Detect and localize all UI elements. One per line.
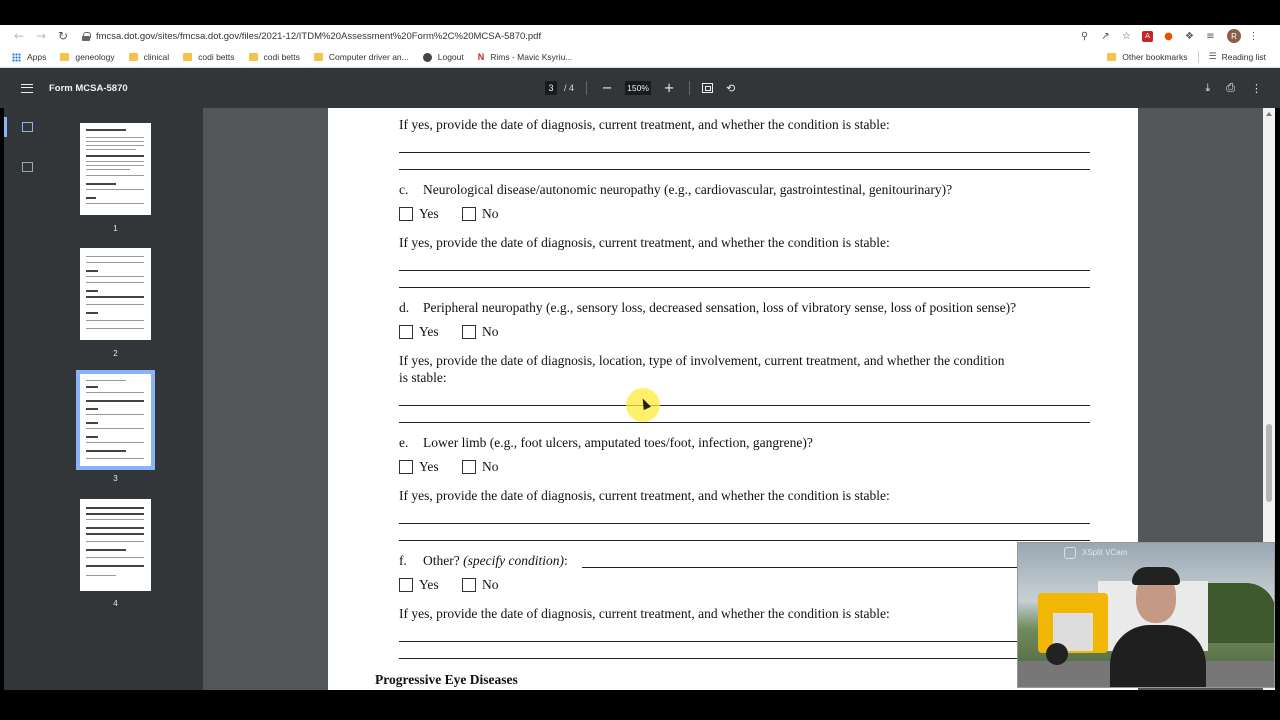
- pdf-toolbar: [0, 68, 1280, 108]
- reading-list-icon: ☰: [1208, 52, 1217, 62]
- thumbnail-page-number: 3: [113, 474, 118, 483]
- bookmark-geneology[interactable]: geneology: [60, 52, 114, 62]
- section-heading: Progressive Eye Diseases: [375, 672, 518, 687]
- netflix-n-icon: N: [477, 52, 485, 62]
- thumbnail-view-icon[interactable]: [22, 122, 33, 132]
- question-e: e. Lower limb (e.g., foot ulcers, amputated toes/foot, infection, gangrene)?: [399, 435, 813, 450]
- question-d-followup-line1: If yes, provide the date of diagnosis, location, type of involvement, current treatment, and whether the condition: [399, 353, 1005, 368]
- extension-badge-icon[interactable]: ●: [1164, 30, 1173, 42]
- question-e-followup: If yes, provide the date of diagnosis, current treatment, and whether the condition is stable:: [399, 488, 890, 503]
- presenter: [1110, 625, 1206, 688]
- question-d-yes-checkbox[interactable]: Yes: [399, 324, 439, 340]
- folder-icon: [129, 53, 138, 61]
- url-bar[interactable]: [82, 26, 1076, 46]
- zoom-level-input[interactable]: 150%: [625, 81, 651, 95]
- folder-icon: [314, 53, 323, 61]
- vcam-logo-icon: [1064, 547, 1076, 559]
- folder-icon: [249, 53, 258, 61]
- page-thumbnail-2[interactable]: [80, 248, 151, 340]
- toolbar-separator: [689, 81, 690, 95]
- page-total: / 4: [564, 83, 575, 93]
- question-f-followup: If yes, provide the date of diagnosis, current treatment, and whether the condition is stable:: [399, 606, 890, 621]
- bookmark-separator: [1198, 51, 1199, 63]
- page-thumbnail-3[interactable]: [80, 374, 151, 466]
- active-view-indicator: [4, 117, 7, 137]
- reload-icon[interactable]: ↻: [57, 29, 69, 43]
- bookmarks-bar: [0, 47, 1280, 68]
- bookmark-other[interactable]: Other bookmarks: [1107, 52, 1187, 62]
- question-e-no-checkbox[interactable]: No: [462, 459, 499, 475]
- thumbnail-page-number: 2: [113, 349, 118, 358]
- question-f-no-checkbox[interactable]: No: [462, 577, 499, 593]
- url-text: fmcsa.dot.gov/sites/fmcsa.dot.gov/files/2021-12/ITDM%20Assessment%20Form%2C%20MCSA-5870.pdf: [96, 30, 542, 42]
- zoom-in-icon[interactable]: +: [663, 80, 675, 96]
- question-d-followup-line2: is stable:: [399, 370, 447, 385]
- thumbnail-sidebar: [4, 108, 203, 690]
- thumbnail-page-number: 4: [113, 599, 118, 608]
- share-icon[interactable]: ↗: [1101, 30, 1110, 42]
- acrobat-extension-icon[interactable]: A: [1142, 31, 1153, 42]
- bottom-letterbox: [0, 690, 1280, 720]
- bookmark-logout[interactable]: Logout: [423, 52, 464, 62]
- hamburger-menu-icon[interactable]: [21, 84, 33, 93]
- media-list-icon[interactable]: ≡: [1206, 30, 1215, 42]
- answer-line: [399, 270, 1090, 271]
- back-icon[interactable]: ←: [13, 29, 25, 43]
- address-bar-row: [0, 25, 1280, 47]
- reading-list-button[interactable]: ☰ Reading list: [1208, 52, 1266, 62]
- apps-grid-icon: [12, 53, 21, 62]
- answer-line: [399, 169, 1090, 170]
- bookmark-apps[interactable]: Apps: [12, 52, 46, 62]
- answer-line: [399, 287, 1090, 288]
- browser-menu-icon[interactable]: ⋮: [1248, 30, 1259, 42]
- question-c-yes-checkbox[interactable]: Yes: [399, 206, 439, 222]
- answer-line: [399, 641, 1090, 642]
- question-f: f. Other? (specify condition):: [399, 553, 568, 568]
- folder-icon: [1107, 53, 1116, 61]
- bookmark-codi-betts-1[interactable]: codi betts: [183, 52, 234, 62]
- fit-to-page-icon[interactable]: [702, 83, 713, 93]
- answer-line: [399, 405, 1090, 406]
- answer-line: [399, 658, 1090, 659]
- question-c-no-checkbox[interactable]: No: [462, 206, 499, 222]
- puzzle-icon[interactable]: ❖: [1185, 30, 1194, 42]
- toolbar-separator: [586, 81, 587, 95]
- question-d: d. Peripheral neuropathy (e.g., sensory loss, decreased sensation, loss of vibratory sense, loss of position sense)?: [399, 300, 1017, 315]
- folder-icon: [60, 53, 69, 61]
- star-icon[interactable]: ☆: [1122, 30, 1131, 42]
- zoom-icon[interactable]: ⚲: [1080, 30, 1089, 42]
- lock-icon: [82, 32, 90, 41]
- document-title: Form MCSA-5870: [49, 82, 128, 94]
- page-thumbnail-1[interactable]: [80, 123, 151, 215]
- bookmark-computer-driver[interactable]: Computer driver an...: [314, 52, 409, 62]
- bookmark-clinical[interactable]: clinical: [129, 52, 170, 62]
- zoom-out-icon[interactable]: −: [601, 80, 613, 96]
- scrollbar-thumb[interactable]: [1266, 424, 1272, 502]
- answer-line: [399, 523, 1090, 524]
- globe-icon: [423, 53, 432, 62]
- page-number-input[interactable]: 3: [545, 81, 557, 95]
- scroll-up-icon[interactable]: [1266, 112, 1272, 116]
- question-d-no-checkbox[interactable]: No: [462, 324, 499, 340]
- window-top-bar: [0, 0, 1280, 25]
- answer-line: [399, 422, 1090, 423]
- bookmark-rims[interactable]: N Rims - Mavic Ksyriu...: [477, 52, 573, 62]
- webcam-watermark: XSplit VCam: [1082, 548, 1128, 557]
- page-thumbnail-4[interactable]: [80, 499, 151, 591]
- more-options-icon[interactable]: ⋮: [1251, 81, 1262, 95]
- question-b-followup: If yes, provide the date of diagnosis, current treatment, and whether the condition is stable:: [399, 117, 890, 132]
- question-c-followup: If yes, provide the date of diagnosis, current treatment, and whether the condition is stable:: [399, 235, 890, 250]
- question-f-yes-checkbox[interactable]: Yes: [399, 577, 439, 593]
- outline-view-icon[interactable]: [22, 162, 33, 172]
- specify-condition-field[interactable]: [582, 567, 1090, 568]
- thumbnail-page-number: 1: [113, 224, 118, 233]
- print-icon[interactable]: ⎙: [1226, 81, 1235, 94]
- bookmark-codi-betts-2[interactable]: codi betts: [249, 52, 300, 62]
- folder-icon: [183, 53, 192, 61]
- forward-icon[interactable]: →: [35, 29, 47, 43]
- question-c: c. Neurological disease/autonomic neuropathy (e.g., cardiovascular, gastrointestinal, genitourinary)?: [399, 182, 953, 197]
- profile-avatar[interactable]: R: [1227, 29, 1241, 43]
- webcam-overlay: [1017, 542, 1275, 688]
- rotate-icon[interactable]: ⟲: [726, 81, 736, 95]
- answer-line: [399, 152, 1090, 153]
- question-e-yes-checkbox[interactable]: Yes: [399, 459, 439, 475]
- download-icon[interactable]: ⤓: [1205, 81, 1211, 94]
- answer-line: [399, 540, 1090, 541]
